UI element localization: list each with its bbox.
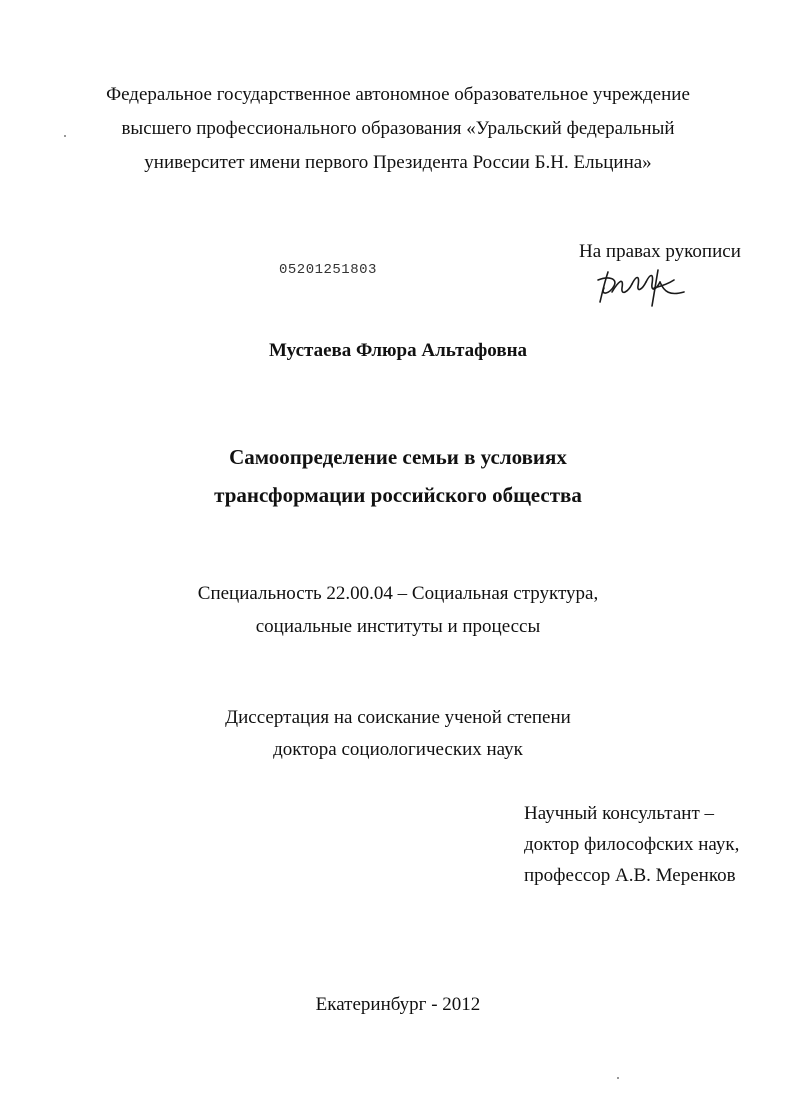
city-year: Екатеринбург - 2012: [315, 994, 481, 1015]
title-line: трансформации российского общества: [214, 483, 582, 507]
scan-speck: [617, 1077, 619, 1079]
institution-line: университет имени первого Президента России Б.Н. Ельцина»: [144, 152, 652, 173]
specialty-block: [0, 577, 796, 643]
degree-line: доктора социологических наук: [273, 739, 523, 760]
dissertation-degree-block: [0, 702, 796, 766]
registration-number: 05201251803: [279, 262, 377, 278]
manuscript-rights-label: На правах рукописи: [579, 241, 741, 262]
handwritten-signature: [594, 262, 690, 310]
author-name: Мустаева Флюра Альтафовна: [268, 340, 528, 361]
scientific-advisor-block: [524, 798, 739, 891]
specialty-line: социальные институты и процессы: [255, 616, 541, 637]
advisor-line: доктор философских наук,: [524, 834, 740, 855]
institution-line: высшего профессионального образования «Уральский федеральный: [121, 118, 675, 139]
advisor-line: профессор А.В. Меренков: [524, 865, 736, 886]
degree-line: Диссертация на соискание ученой степени: [225, 707, 571, 728]
scan-speck: [64, 135, 66, 137]
specialty-line: Специальность 22.00.04 – Социальная структура,: [197, 583, 599, 604]
dissertation-title: [0, 438, 796, 514]
institution-block: [0, 78, 796, 180]
title-line: Самоопределение семьи в условиях: [229, 445, 567, 469]
advisor-line: Научный консультант –: [524, 803, 714, 824]
institution-line: Федеральное государственное автономное образовательное учреждение: [106, 84, 690, 105]
